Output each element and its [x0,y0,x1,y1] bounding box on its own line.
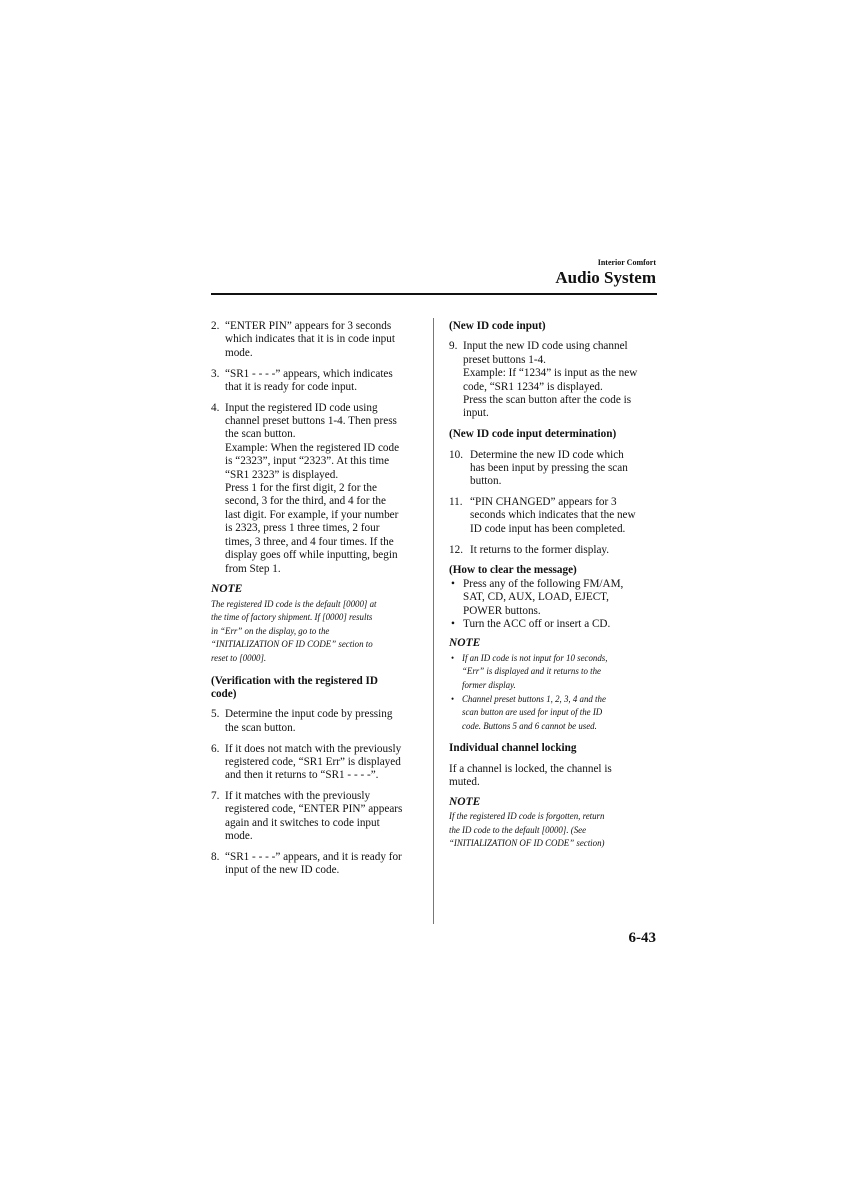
text-line: It returns to the former display. [470,543,610,556]
text-line: channel preset buttons 1-4. Then press [225,415,397,428]
text-line: Channel preset buttons 1, 2, 3, 4 and the [462,693,606,704]
step-number: 5. [211,708,220,721]
bullet-text [462,652,657,693]
text-line: If an ID code is not input for 10 seconds, [462,652,608,663]
right-column [449,320,657,860]
text-line: If the registered ID code is forgotten, return [449,810,605,821]
note-heading: NOTE [449,795,481,808]
text-line: is “2323”, input “2323”. At this time [225,455,390,468]
text-line: preset buttons 1-4. [463,353,546,366]
text-line: that it is ready for code input. [225,380,358,393]
text-line: “SR1 - - - -” appears, which indicates [225,367,393,380]
note-heading: NOTE [449,637,481,650]
text-line: second, 3 for the third, and 4 for the [225,495,386,508]
text-line: input of the new ID code. [225,864,340,877]
text-line: the time of factory shipment. If [0000] results [211,612,373,623]
new-id-heading: (New ID code input) [449,320,546,332]
text-line: Example: If “1234” is input as the new [463,367,638,380]
text-line: seconds which indicates that the new [470,509,636,522]
note-bullet-list [449,652,657,734]
step-text [225,708,419,735]
text-line: input. [463,407,489,420]
text-line: code) [211,687,237,700]
text-line: last digit. For example, if your number [225,508,399,521]
step-text [470,496,657,536]
bullet-item [449,693,657,734]
bullet-text [463,618,657,631]
verification-heading [211,675,419,702]
text-line: registered code, “ENTER PIN” appears [225,803,403,816]
steps-list-b [211,708,419,877]
text-line: the ID code to the default [0000]. (See [449,824,587,835]
step-text [225,368,419,395]
clear-bullet-list [449,578,657,632]
text-line: the scan button. [225,721,296,734]
text-line: scan button are used for input of the ID [462,707,603,718]
step-9-container [449,340,657,420]
step-number: 12. [449,543,463,556]
text-line: in “Err” on the display, go to the [211,625,330,636]
bullet-icon: • [451,617,455,630]
text-line: the scan button. [225,428,296,441]
step-number: 9. [449,340,458,353]
locking-text [449,763,657,790]
text-line: If it does not match with the previously [225,742,402,755]
text-line: registered code, “SR1 Err” is displayed [225,755,401,768]
step-text [470,449,657,489]
text-line: former display. [462,679,516,690]
text-line: (Verification with the registered ID [211,674,378,687]
step-number: 8. [211,850,220,863]
step-text [463,340,657,420]
text-line: “INITIALIZATION OF ID CODE” section to [211,639,373,650]
text-line: Determine the input code by pressing [225,708,393,721]
step-text [225,320,419,360]
text-line: SAT, CD, AUX, LOAD, EJECT, [463,591,609,604]
text-line: has been input by pressing the scan [470,461,628,474]
text-line: The registered ID code is the default [0000] at [211,598,377,609]
step-item [211,743,419,783]
step-number: 6. [211,742,220,755]
text-line: times, 3 three, and 4 four times. If the [225,535,394,548]
bullet-icon: • [451,577,455,590]
text-line: POWER buttons. [463,604,541,617]
step-text [225,851,419,878]
text-line: Press any of the following FM/AM, [463,577,624,590]
step-item [449,449,657,489]
text-line: Input the new ID code using channel [463,340,628,353]
text-line: mode. [225,830,253,843]
steps-list-a [211,320,419,576]
text-line: “SR1 2323” is displayed. [225,468,339,481]
page-title: Audio System [555,268,656,287]
bullet-icon: • [451,693,455,704]
text-line: “Err” is displayed and it returns to the [462,666,601,677]
text-line: Example: When the registered ID code [225,441,400,454]
step-item [449,340,657,420]
text-line: Turn the ACC off or insert a CD. [463,617,611,630]
text-line: code, “SR1 1234” is displayed. [463,380,603,393]
text-line: muted. [449,776,480,789]
text-line: “PIN CHANGED” appears for 3 [470,496,617,509]
note-text [211,598,419,666]
bullet-item [449,652,657,693]
text-line: from Step 1. [225,562,281,575]
step-item [211,851,419,878]
text-line: which indicates that it is in code input [225,333,395,346]
page-number: 6-43 [628,930,656,946]
text-line: If a channel is locked, the channel is [449,762,612,775]
column-divider [433,318,434,924]
step-text [470,544,657,557]
section-label: Interior Comfort [597,258,656,267]
bullet-icon: • [451,652,455,663]
determination-heading: (New ID code input determination) [449,428,617,441]
step-number: 10. [449,448,463,461]
bullet-item [449,578,657,618]
bullet-item [449,618,657,631]
step-item [211,708,419,735]
text-line: “SR1 - - - -” appears, and it is ready for [225,850,402,863]
step-number: 2. [211,320,220,332]
left-column [211,320,419,885]
text-line: Press the scan button after the code is [463,394,632,407]
text-line: button. [470,475,502,488]
text-line: again and it switches to code input [225,816,380,829]
step-text [225,743,419,783]
step-item [211,320,419,360]
step-number: 11. [449,496,463,509]
step-item [449,496,657,536]
step-number: 3. [211,367,220,380]
bullet-text [462,693,657,734]
text-line: is 2323, press 1 three times, 2 four [225,522,380,535]
step-text [225,402,419,576]
steps-list-c [449,449,657,557]
text-line: Press 1 for the first digit, 2 for the [225,482,377,495]
header-rule [211,293,657,295]
text-line: “ENTER PIN” appears for 3 seconds [225,320,392,332]
locking-heading: Individual channel locking [449,742,577,755]
step-item [211,790,419,844]
clear-heading: (How to clear the message) [449,564,577,577]
text-line: Input the registered ID code using [225,401,378,414]
text-line: reset to [0000]. [211,652,267,663]
step-item [211,402,419,576]
text-line: ID code input has been completed. [470,522,626,535]
note-heading: NOTE [211,583,243,596]
step-item [449,544,657,557]
text-line: mode. [225,346,253,359]
step-number: 7. [211,790,220,803]
step-text [225,790,419,844]
bullet-text [463,578,657,618]
text-line: display goes off while inputting, begin [225,549,398,562]
note-text [449,810,657,851]
text-line: and then it returns to “SR1 - - - -”. [225,769,379,782]
text-line: If it matches with the previously [225,790,371,803]
text-line: code. Buttons 5 and 6 cannot be used. [462,720,597,731]
text-line: Determine the new ID code which [470,448,624,461]
step-item [211,368,419,395]
text-line: “INITIALIZATION OF ID CODE” section) [449,838,605,849]
step-number: 4. [211,401,220,414]
